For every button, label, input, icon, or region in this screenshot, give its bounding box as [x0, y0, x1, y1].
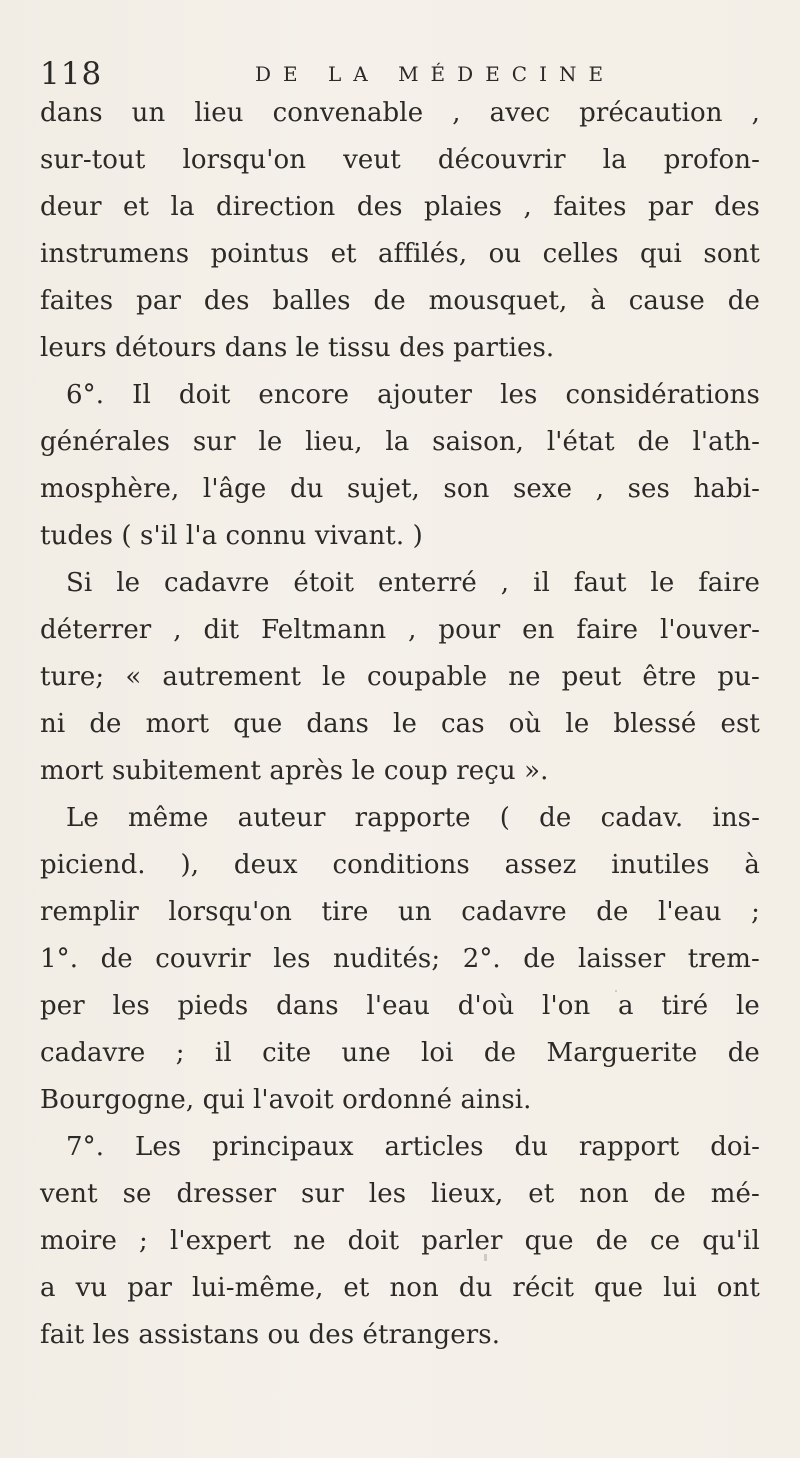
text-line: Bourgogne, qui l'avoit ordonné ainsi. — [40, 1085, 532, 1115]
text-line: sur-tout lorsqu'on veut découvrir la profon- — [40, 145, 760, 175]
text-line: remplir lorsqu'on tire un cadavre de l'eau ; — [40, 897, 760, 927]
text-line: 7°. Les principaux articles du rapport doi- — [66, 1132, 760, 1162]
text-line: piciend. ), deux conditions assez inutiles à — [40, 850, 760, 880]
text-line: générales sur le lieu, la saison, l'état de l'ath- — [40, 427, 760, 457]
text-line: déterrer , dit Feltmann , pour en faire l'ouver- — [40, 615, 760, 645]
text-line: ture; « autrement le coupable ne peut être pu- — [40, 662, 760, 692]
text-line: cadavre ; il cite une loi de Marguerite de — [40, 1038, 760, 1068]
text-line: deur et la direction des plaies , faites par des — [40, 192, 760, 222]
text-line: Si le cadavre étoit enterré , il faut le faire — [66, 568, 760, 598]
text-line: instrumens pointus et affilés, ou celles qui sont — [40, 239, 760, 269]
text-line: vent se dresser sur les lieux, et non de mé- — [40, 1179, 760, 1209]
text-line: dans un lieu convenable , avec précaution , — [40, 98, 760, 128]
text-line: mosphère, l'âge du sujet, son sexe , ses habi- — [40, 474, 760, 504]
text-line: faites par des balles de mousquet, à cause de — [40, 286, 760, 316]
ink-speck — [484, 1254, 487, 1261]
text-line: mort subitement après le coup reçu ». — [40, 756, 549, 786]
text-line: Le même auteur rapporte ( de cadav. ins- — [66, 803, 760, 833]
text-line: fait les assistans ou des étrangers. — [40, 1320, 501, 1350]
text-line: moire ; l'expert ne doit parler que de ce qu'il — [40, 1226, 760, 1256]
page-number: 118 — [40, 56, 103, 92]
running-head: DE LA MÉDECINE — [255, 62, 616, 86]
text-line: tudes ( s'il l'a connu vivant. ) — [40, 521, 423, 551]
body-text — [40, 90, 760, 1359]
text-line: leurs détours dans le tissu des parties. — [40, 333, 555, 363]
text-line: a vu par lui-même, et non du récit que lui ont — [40, 1273, 760, 1303]
ink-speck — [615, 990, 617, 992]
text-line: 1°. de couvrir les nudités; 2°. de laisser trem- — [40, 944, 760, 974]
text-line: per les pieds dans l'eau d'où l'on a tiré le — [40, 991, 760, 1021]
text-line: ni de mort que dans le cas où le blessé est — [40, 709, 760, 739]
text-line: 6°. Il doit encore ajouter les considérations — [66, 380, 760, 410]
